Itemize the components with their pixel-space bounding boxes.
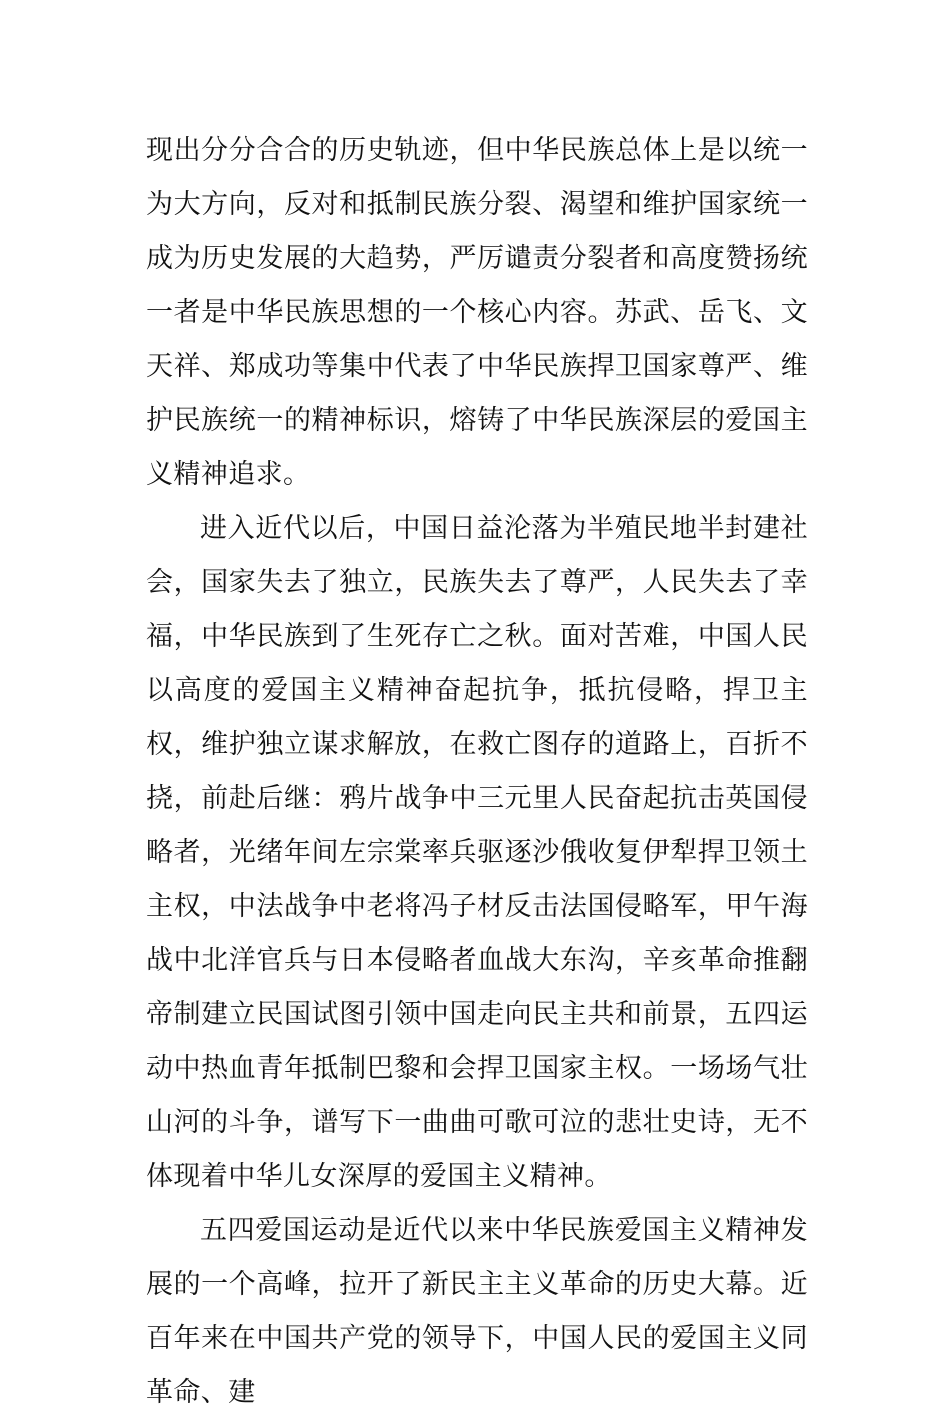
paragraph-continued: 现出分分合合的历史轨迹，但中华民族总体上是以统一为大方向，反对和抵制民族分裂、渴望和维护国家统一成为历史发展的大趋势，严厉谴责分裂者和高度赞扬统一者是中华民族思想的一个核心内容。苏武、岳飞、文天祥、郑成功等集中代表了中华民族捍卫国家尊严、维护民族统一的精神标识，熔铸了中华民族深层的爱国主义精神追求。: [146, 135, 808, 490]
paragraph-may-fourth: 五四爱国运动是近代以来中华民族爱国主义精神发展的一个高峰，拉开了新民主主义革命的历史大幕。近百年来在中国共产党的领导下，中国人民的爱国主义同革命、建: [146, 1215, 808, 1408]
document-body: [146, 124, 808, 1420]
paragraph-modern-era: 进入近代以后，中国日益沦落为半殖民地半封建社会，国家失去了独立，民族失去了尊严，人民失去了幸福，中华民族到了生死存亡之秋。面对苦难，中国人民以高度的爱国主义精神奋起抗争，抵抗侵略，捍卫主权，维护独立谋求解放，在救亡图存的道路上，百折不挠，前赴后继：鸦片战争中三元里人民奋起抗击英国侵略者，光绪年间左宗棠率兵驱逐沙俄收复伊犁捍卫领土主权，中法战争中老将冯子材反击法国侵略军，甲午海战中北洋官兵与日本侵略者血战大东沟，辛亥革命推翻帝制建立民国试图引领中国走向民主共和前景，五四运动中热血青年抵制巴黎和会捍卫国家主权。一场场气壮山河的斗争，谱写下一曲曲可歌可泣的悲壮史诗，无不体现着中华儿女深厚的爱国主义精神。: [146, 513, 808, 1192]
